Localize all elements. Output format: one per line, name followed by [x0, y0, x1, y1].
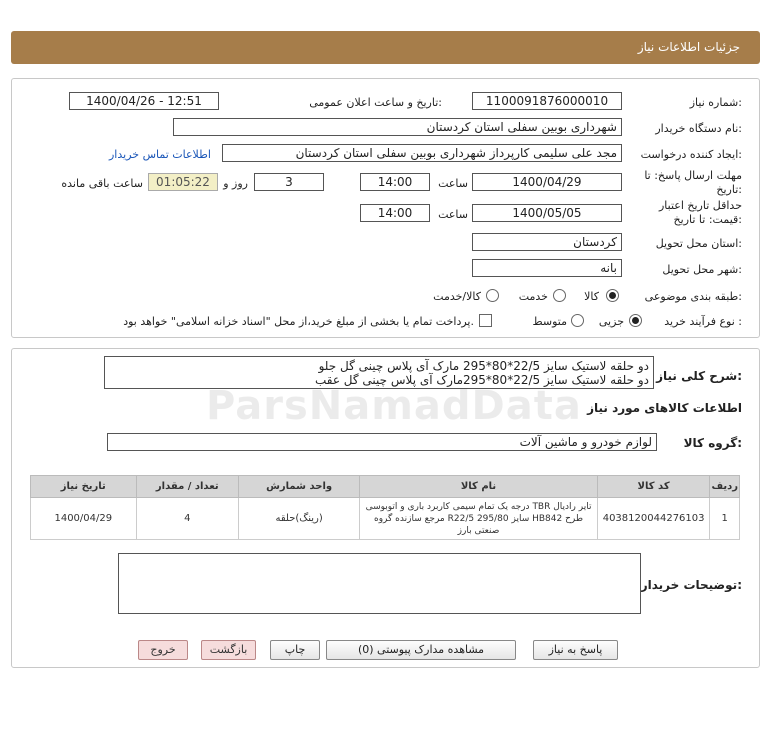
- process-label: نوع فرآیند خرید :: [664, 315, 742, 328]
- cell-name: تایر رادیال TBR درجه یک تمام سیمی کاربرد باری و اتوبوسی طرح HB842 سایز 295/80 R22/5 مرجع سازنده گروه صنعتی بارز: [360, 498, 597, 540]
- deadline-date-field[interactable]: 1400/04/29: [472, 173, 622, 191]
- summary-label: شرح کلی نیاز:: [656, 369, 742, 383]
- creator-label: ایجاد کننده درخواست:: [640, 148, 742, 161]
- col-header-qty: تعداد / مقدار: [136, 476, 238, 498]
- process-option-medium: متوسط: [532, 315, 567, 328]
- col-header-code: کد کالا: [597, 476, 710, 498]
- city-label: شهر محل تحویل:: [662, 263, 742, 276]
- deadline-time-field[interactable]: 14:00: [360, 173, 430, 191]
- cell-unit: (رینگ)حلقه: [238, 498, 359, 540]
- category-radio-both[interactable]: [486, 289, 499, 302]
- validity-label-line2: قیمت: تا تاریخ:: [673, 213, 742, 226]
- days-field[interactable]: 3: [254, 173, 324, 191]
- province-label: استان محل تحویل:: [655, 237, 742, 250]
- deadline-time-label: ساعت: [438, 177, 468, 190]
- validity-label-line1: حداقل تاریخ اعتبار: [658, 199, 742, 212]
- print-button[interactable]: چاپ: [270, 640, 320, 660]
- col-header-unit: واحد شمارش: [238, 476, 359, 498]
- col-header-name: نام کالا: [360, 476, 597, 498]
- attachments-button[interactable]: مشاهده مدارک پیوستی (0): [326, 640, 516, 660]
- need-number-field[interactable]: 1100091876000010: [472, 92, 622, 110]
- validity-label: [659, 199, 742, 227]
- deadline-label-line2: تاریخ:: [716, 183, 742, 196]
- category-option-both: کالا/خدمت: [433, 290, 481, 303]
- need-number-label: شماره نیاز:: [689, 96, 742, 109]
- back-button[interactable]: بازگشت: [201, 640, 256, 660]
- summary-line-2: دو حلقه لاستیک سایز 22/5*80*295مارک آی پلاس چینی گل عقب: [314, 373, 649, 387]
- contact-info-link[interactable]: اطلاعات تماس خریدار: [109, 148, 211, 161]
- cell-qty: 4: [136, 498, 238, 540]
- category-radio-goods[interactable]: [606, 289, 619, 302]
- province-field[interactable]: کردستان: [472, 233, 622, 251]
- items-table: [30, 475, 740, 540]
- validity-time-field[interactable]: 14:00: [360, 204, 430, 222]
- col-header-date: تاریخ نیاز: [31, 476, 137, 498]
- remaining-time-label: ساعت باقی مانده: [61, 177, 143, 190]
- cell-row-number: 1: [710, 498, 740, 540]
- process-radio-minor[interactable]: [629, 314, 642, 327]
- remaining-time-field: 01:05:22: [148, 173, 218, 191]
- goods-group-label: گروه کالا:: [683, 436, 742, 450]
- reply-button[interactable]: پاسخ به نیاز: [533, 640, 618, 660]
- page-title: جزئیات اطلاعات نیاز: [637, 40, 740, 54]
- category-radio-service[interactable]: [553, 289, 566, 302]
- treasury-payment-note: پرداخت تمام یا بخشی از مبلغ خرید،از محل "اسناد خزانه اسلامی" خواهد بود.: [123, 315, 474, 328]
- buyer-notes-label: توضیحات خریدار:: [640, 578, 742, 592]
- exit-button[interactable]: خروج: [138, 640, 188, 660]
- validity-time-label: ساعت: [438, 208, 468, 221]
- buyer-notes-textbox[interactable]: [118, 553, 641, 614]
- deadline-label: [644, 169, 742, 197]
- treasury-payment-checkbox[interactable]: [479, 314, 492, 327]
- creator-field[interactable]: مجد علی سلیمی کارپرداز شهرداری بوبین سفلی استان کردستان: [222, 144, 622, 162]
- goods-group-field[interactable]: لوازم خودرو و ماشین آلات: [107, 433, 657, 451]
- items-section-title: اطلاعات کالاهای مورد نیاز: [587, 401, 742, 415]
- cell-code: 4038120044276103: [597, 498, 710, 540]
- validity-date-field[interactable]: 1400/05/05: [472, 204, 622, 222]
- days-label: روز و: [223, 177, 248, 190]
- deadline-label-line1: مهلت ارسال پاسخ: تا: [644, 169, 742, 182]
- process-radio-medium[interactable]: [571, 314, 584, 327]
- col-header-row-number: ردیف: [710, 476, 740, 498]
- city-field[interactable]: بانه: [472, 259, 622, 277]
- summary-line-1: دو حلقه لاستیک سایز 22/5*80*295 مارک آی پلاس چینی گل جلو: [318, 359, 649, 373]
- page-header: [11, 31, 760, 64]
- announce-field[interactable]: 1400/04/26 - 12:51: [69, 92, 219, 110]
- category-option-goods: کالا: [584, 290, 599, 303]
- category-label: طبقه بندی موضوعی:: [644, 290, 742, 303]
- buyer-org-label: نام دستگاه خریدار:: [655, 122, 742, 135]
- category-option-service: خدمت: [518, 290, 548, 303]
- buyer-org-field[interactable]: شهرداری بوبین سفلی استان کردستان: [173, 118, 622, 136]
- cell-date: 1400/04/29: [31, 498, 137, 540]
- process-option-minor: جزیی: [598, 315, 624, 328]
- announce-label: تاریخ و ساعت اعلان عمومی:: [309, 96, 442, 109]
- table-header-row: [31, 476, 740, 498]
- summary-textbox[interactable]: [104, 356, 654, 389]
- table-row[interactable]: [31, 498, 740, 540]
